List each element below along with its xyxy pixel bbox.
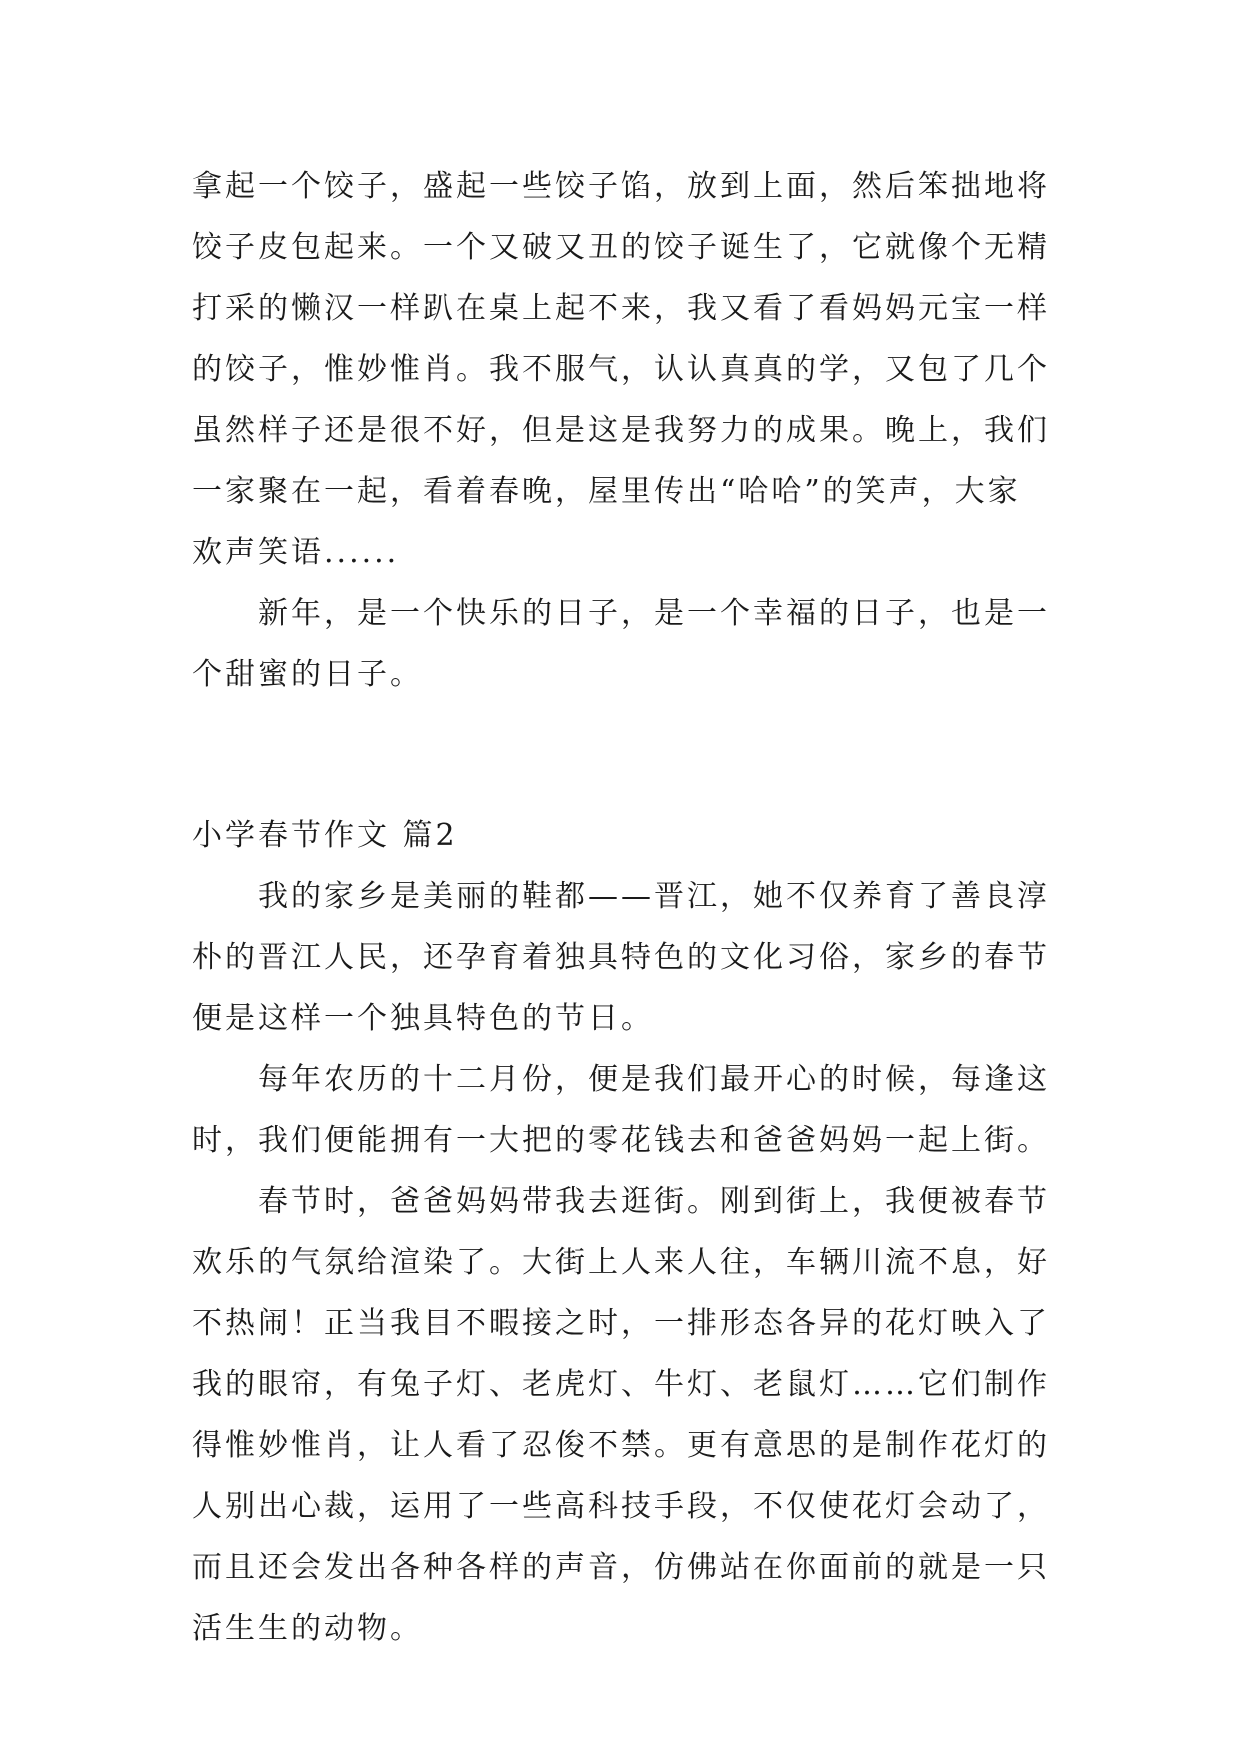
text-line: 虽然样子还是很不好，但是这是我努力的成果。晚上，我们 [192,413,1050,448]
text-line: 而且还会发出各种各样的声音，仿佛站在你面前的就是一只 [192,1550,1050,1585]
text-line: 打采的懒汉一样趴在桌上起不来，我又看了看妈妈元宝一样 [192,291,1050,326]
text-line: 朴的晋江人民，还孕育着独具特色的文化习俗，家乡的春节 [192,940,1050,975]
text-line: 人别出心裁，运用了一些高科技手段，不仅使花灯会动了， [192,1489,1050,1524]
document-body [192,156,1072,1659]
text-line: 一家聚在一起，看着春晚，屋里传出“哈哈”的笑声，大家 [192,474,1021,509]
text-line: 新年，是一个快乐的日子，是一个幸福的日子，也是一 [258,596,1050,631]
text-line: 个甜蜜的日子。 [192,657,423,692]
text-line: 得惟妙惟肖，让人看了忍俊不禁。更有意思的是制作花灯的 [192,1428,1050,1463]
text-line: 活生生的动物。 [192,1611,423,1646]
section-title: 小学春节作文 篇2 [192,818,458,853]
paragraph [192,866,1072,1049]
text-line: 不热闹！正当我目不暇接之时，一排形态各异的花灯映入了 [192,1306,1050,1341]
text-line: 我的家乡是美丽的鞋都——晋江，她不仅养育了善良淳 [258,879,1050,914]
text-line: 便是这样一个独具特色的节日。 [192,1001,654,1036]
text-line: 每年农历的十二月份，便是我们最开心的时候，每逢这 [258,1062,1050,1097]
text-line: 时，我们便能拥有一大把的零花钱去和爸爸妈妈一起上街。 [192,1123,1050,1158]
text-line: 拿起一个饺子，盛起一些饺子馅，放到上面，然后笨拙地将 [192,169,1050,204]
paragraph [192,1049,1072,1171]
paragraph-continuation [192,156,1072,583]
section-spacer [192,705,1072,805]
text-line: 的饺子，惟妙惟肖。我不服气，认认真真的学，又包了几个 [192,352,1050,387]
text-line: 饺子皮包起来。一个又破又丑的饺子诞生了，它就像个无精 [192,230,1050,265]
text-line: 欢声笑语...... [192,535,400,570]
text-line: 欢乐的气氛给渲染了。大街上人来人往，车辆川流不息，好 [192,1245,1050,1280]
text-line: 我的眼帘，有兔子灯、老虎灯、牛灯、老鼠灯……它们制作 [192,1367,1050,1402]
paragraph-conclusion [192,583,1072,705]
paragraph [192,1171,1072,1659]
text-line: 春节时，爸爸妈妈带我去逛街。刚到街上，我便被春节 [258,1184,1050,1219]
